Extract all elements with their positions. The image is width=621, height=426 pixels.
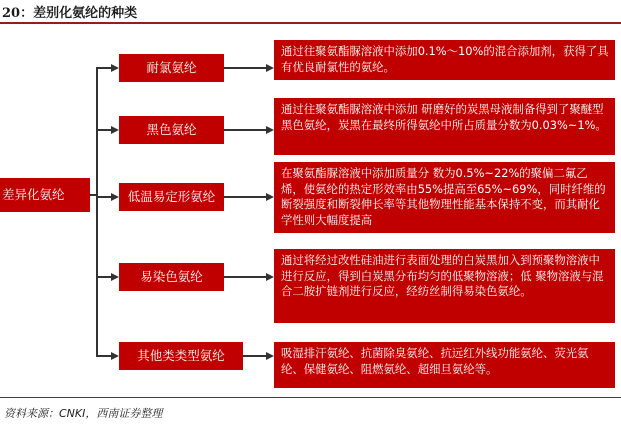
category-node-chlorine-resistant: 耐氯氨纶 xyxy=(119,54,224,82)
description-node-low-temp-setting: 在聚氨酯脲溶液中添加质量分 数为0.5%~22%的聚偏二氟乙烯，使氨纶的热定形效率由55%提高至65%~69%，同时纤维的断裂强度和断裂伸长率等其他物理性能基本保持不变，而其耐化学性则大幅度提高 xyxy=(274,162,615,233)
category-node-easy-dyeing: 易染色氨纶 xyxy=(119,263,224,291)
connector-branch-3 xyxy=(97,196,111,198)
desc-arrowhead-1 xyxy=(266,64,274,72)
arrowhead-branch-2 xyxy=(111,126,119,134)
desc-connector-5 xyxy=(243,355,266,357)
trunk-line xyxy=(96,67,98,357)
category-node-black: 黑色氨纶 xyxy=(119,116,224,144)
desc-arrowhead-5 xyxy=(266,352,274,360)
source-note: 资料来源：CNKI，西南证券整理 xyxy=(4,407,163,420)
description-node-black: 通过往聚氨酯脲溶液中添加 研磨好的炭黑母液制备得到了聚醚型黑色氨纶，炭黑在最终所得氨纶中所占质量分数为0.03%~1%。 xyxy=(274,98,615,155)
desc-arrowhead-3 xyxy=(266,193,274,201)
description-node-other-types: 吸湿排汗氨纶、抗菌除臭氨纶、抗远红外线功能氨纶、荧光氨纶、保健氨纶、阻燃氨纶、超细旦氨纶等。 xyxy=(274,342,615,388)
connector-branch-4 xyxy=(97,276,111,278)
desc-connector-2 xyxy=(224,129,266,131)
connector-branch-5 xyxy=(97,355,111,357)
connector-branch-2 xyxy=(97,129,111,131)
category-node-other-types: 其他类类型氨纶 xyxy=(119,342,243,370)
desc-arrowhead-2 xyxy=(266,126,274,134)
desc-connector-4 xyxy=(224,276,266,278)
source-divider xyxy=(0,397,621,398)
arrowhead-branch-3 xyxy=(111,193,119,201)
description-node-chlorine-resistant: 通过往聚氨酯脲溶液中添加0.1%～10%的混合添加剂，获得了具有优良耐氯性的氨纶。 xyxy=(274,40,615,80)
description-node-easy-dyeing: 通过将经过改性硅油进行表面处理的白炭黑加入到预聚物溶液中 进行反应，得到白炭黑分布均匀的低聚物溶液；低 聚物溶液与混合二胺扩链剂进行反应，经纺丝制得易染色氨纶。 xyxy=(274,249,615,323)
arrowhead-branch-4 xyxy=(111,273,119,281)
desc-connector-1 xyxy=(224,67,266,69)
category-node-low-temp-setting: 低温易定形氨纶 xyxy=(119,183,224,211)
root-node: 差异化氨纶 xyxy=(0,178,90,212)
figure-title: 20：差别化氨纶的种类 xyxy=(2,6,138,21)
arrowhead-branch-1 xyxy=(111,64,119,72)
desc-arrowhead-4 xyxy=(266,273,274,281)
arrowhead-branch-5 xyxy=(111,352,119,360)
title-divider xyxy=(0,22,621,24)
desc-connector-3 xyxy=(224,196,266,198)
connector-branch-1 xyxy=(97,67,111,69)
